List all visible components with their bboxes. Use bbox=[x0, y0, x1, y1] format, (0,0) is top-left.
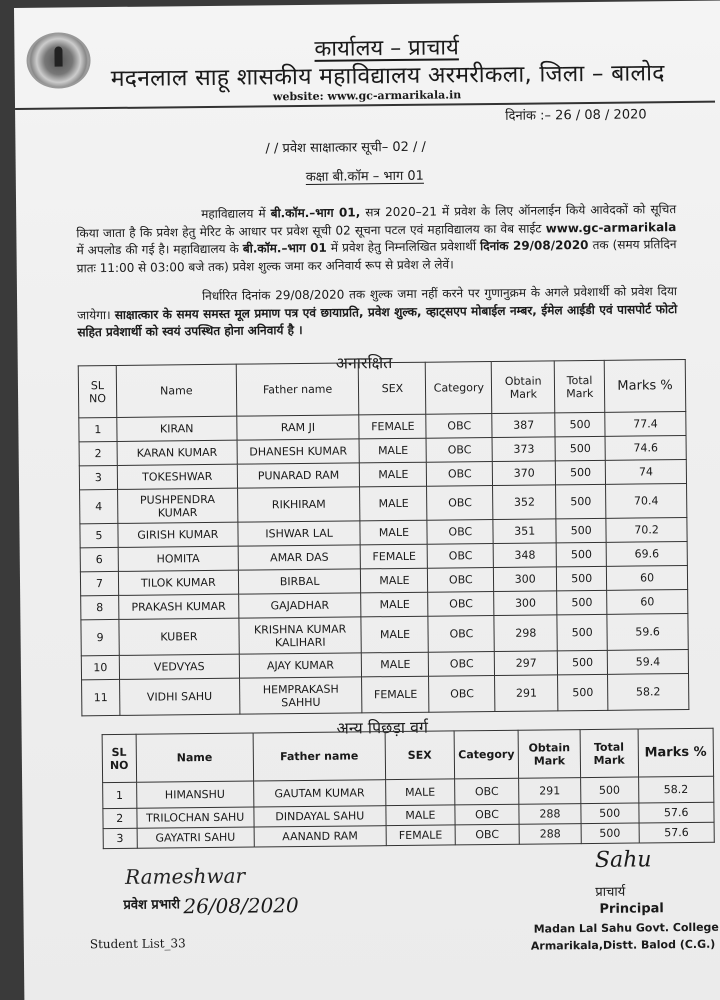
cell-obtain: 298 bbox=[494, 615, 557, 652]
class-title: कक्षा बी.कॉम – भाग 01 bbox=[305, 168, 424, 185]
cell-marks: 69.6 bbox=[606, 541, 687, 566]
cell-total: 500 bbox=[581, 803, 639, 824]
text: में प्रवेश हेतु निम्नलिखित प्रवेशार्थी bbox=[326, 239, 481, 255]
incharge-label: प्रवेश प्रभारी bbox=[123, 897, 181, 913]
cell-marks: 58.2 bbox=[608, 673, 689, 710]
cell-father: ISHWAR LAL bbox=[238, 521, 361, 546]
cell-obtain: 373 bbox=[492, 437, 555, 462]
document-date: दिनांक :– 26 / 08 / 2020 bbox=[505, 107, 647, 124]
cell-father: AMAR DAS bbox=[238, 545, 361, 570]
cell-obtain: 348 bbox=[493, 543, 556, 568]
cell-sex: MALE bbox=[360, 438, 427, 463]
col-father: Father name bbox=[236, 363, 359, 416]
cell-sl: 6 bbox=[80, 547, 118, 571]
cell-name: VEDVYAS bbox=[119, 654, 239, 679]
col-category: Category bbox=[454, 730, 519, 779]
seal-address: Armarikala,Distt. Balod (C.G.) bbox=[530, 937, 716, 953]
unreserved-table bbox=[78, 359, 690, 716]
cell-sl: 5 bbox=[80, 523, 118, 547]
cell-obtain: 352 bbox=[493, 485, 556, 520]
cell-sex: MALE bbox=[361, 568, 428, 593]
cell-category: OBC bbox=[426, 414, 492, 439]
cell-total: 500 bbox=[555, 436, 605, 461]
text: सत्र 2020–21 में प्रवेश के लिए ऑनलाईन किये आवेदकों को सूचित किया जाता है कि प्रवेश हेतु मेरिट के आधार पर प्रवेश सूची 02 सूचना पटल एवं महाविद्यालय का वेब साईट bbox=[76, 202, 677, 240]
cell-marks: 70.4 bbox=[606, 483, 687, 518]
document-page bbox=[14, 1, 720, 1000]
cell-name: KIRAN bbox=[117, 416, 237, 441]
table-row bbox=[82, 673, 689, 715]
cell-category: OBC bbox=[455, 824, 519, 845]
cell-father: AANAND RAM bbox=[254, 826, 386, 847]
cell-total: 500 bbox=[556, 484, 606, 519]
cell-marks: 74.6 bbox=[605, 435, 686, 460]
cell-name: HOMITA bbox=[118, 546, 238, 571]
text-bold: बी.कॉम.–भाग 01 bbox=[242, 240, 327, 256]
list-title: / / प्रवेश साक्षात्कार सूची– 02 / / bbox=[265, 139, 426, 157]
col-obtain: Obtain Mark bbox=[492, 361, 555, 414]
cell-father: DHANESH KUMAR bbox=[237, 439, 360, 464]
col-marks: Marks % bbox=[604, 359, 685, 412]
principal-label: Principal bbox=[599, 901, 664, 917]
signature-date: 26/08/2020 bbox=[183, 893, 299, 919]
cell-marks: 59.6 bbox=[607, 613, 688, 650]
col-total: Total Mark bbox=[580, 729, 638, 778]
cell-sl: 8 bbox=[81, 595, 119, 619]
cell-father: PUNARAD RAM bbox=[237, 463, 360, 488]
website-link: www.gc-armarikala bbox=[545, 219, 677, 235]
cell-obtain: 351 bbox=[493, 519, 556, 544]
table-header-row bbox=[78, 359, 686, 417]
cell-obtain: 291 bbox=[519, 778, 581, 805]
cell-sl: 10 bbox=[81, 655, 119, 679]
cell-sex: FEMALE bbox=[362, 676, 429, 713]
cell-sex: MALE bbox=[360, 520, 427, 545]
cell-category: OBC bbox=[427, 486, 493, 521]
cell-name: KUBER bbox=[119, 618, 239, 655]
text: में अपलोड की गई है। महाविद्यालय के bbox=[76, 241, 243, 258]
obc-section-title: अन्य पिछड़ा वर्ग bbox=[336, 717, 429, 738]
cell-name: PRAKASH KUMAR bbox=[119, 594, 239, 619]
cell-name: GIRISH KUMAR bbox=[118, 522, 238, 547]
text-bold: बी.कॉम.–भाग 01, bbox=[270, 205, 361, 221]
cell-marks: 77.4 bbox=[605, 411, 686, 436]
cell-sl: 2 bbox=[79, 441, 117, 465]
cell-category: OBC bbox=[427, 462, 493, 487]
cell-sex: FEMALE bbox=[386, 825, 455, 846]
col-sl: SL NO bbox=[78, 365, 116, 417]
cell-category: OBC bbox=[429, 652, 495, 677]
cell-name: VIDHI SAHU bbox=[119, 678, 239, 715]
cell-sex: MALE bbox=[361, 616, 428, 653]
cell-name: TOKESHWAR bbox=[117, 464, 237, 489]
col-total: Total Mark bbox=[554, 360, 604, 413]
cell-sl: 1 bbox=[103, 782, 137, 808]
unreserved-section-title: अनारक्षित bbox=[335, 353, 393, 373]
college-name: मदनलाल साहू शासकीय महाविद्यालय अरमरीकला, जिला – बालोद bbox=[110, 60, 665, 92]
incharge-signature: Rameshwar bbox=[124, 863, 246, 889]
cell-sex: FEMALE bbox=[361, 544, 428, 569]
cell-father: KRISHNA KUMAR KALIHARI bbox=[239, 617, 362, 654]
cell-sl: 11 bbox=[82, 679, 120, 715]
cell-total: 500 bbox=[581, 823, 639, 844]
cell-category: OBC bbox=[426, 438, 492, 463]
col-marks: Marks % bbox=[638, 728, 714, 777]
text: महाविद्यालय में bbox=[201, 206, 271, 222]
cell-marks: 59.4 bbox=[607, 649, 688, 674]
cell-marks: 57.6 bbox=[639, 822, 715, 843]
cell-father: RIKHIRAM bbox=[237, 487, 360, 522]
cell-father: RAM JI bbox=[236, 415, 359, 440]
cell-total: 500 bbox=[556, 518, 606, 543]
cell-total: 500 bbox=[557, 614, 607, 651]
cell-obtain: 387 bbox=[492, 413, 555, 438]
col-name: Name bbox=[116, 364, 236, 417]
college-logo-icon bbox=[26, 32, 91, 89]
cell-obtain: 370 bbox=[493, 461, 556, 486]
cell-sex: MALE bbox=[385, 779, 454, 806]
notice-paragraph-1 bbox=[76, 201, 677, 277]
cell-name: TILOK KUMAR bbox=[118, 570, 238, 595]
office-heading: कार्यालय – प्राचार्य bbox=[314, 35, 459, 62]
cell-marks: 57.6 bbox=[638, 802, 714, 823]
cell-category: OBC bbox=[428, 568, 494, 593]
col-sl: SL NO bbox=[102, 734, 136, 782]
cell-category: OBC bbox=[428, 544, 494, 569]
cell-total: 500 bbox=[555, 460, 605, 485]
cell-obtain: 288 bbox=[519, 824, 581, 845]
text: तक (समय प्रतिदिन प्रातः 11:00 से 03:00 बजे तक) प्रवेश शुल्क जमा कर अनिवार्य रूप से प्रवेश ले लेवें। bbox=[76, 237, 677, 275]
obc-table bbox=[102, 728, 715, 849]
cell-father: HEMPRAKASH SAHHU bbox=[239, 677, 362, 714]
cell-sl: 9 bbox=[81, 619, 119, 655]
cell-sl: 2 bbox=[103, 808, 137, 828]
principal-signature: Sahu bbox=[594, 847, 652, 873]
cell-marks: 60 bbox=[607, 589, 688, 614]
cell-name: PUSHPENDRA KUMAR bbox=[117, 488, 237, 523]
cell-sl: 4 bbox=[80, 489, 118, 523]
cell-sl: 3 bbox=[79, 465, 117, 489]
cell-category: OBC bbox=[428, 592, 494, 617]
cell-father: GAUTAM KUMAR bbox=[253, 780, 385, 807]
cell-sex: MALE bbox=[360, 462, 427, 487]
col-obtain: Obtain Mark bbox=[518, 730, 580, 779]
col-sex: SEX bbox=[359, 362, 426, 415]
cell-marks: 70.2 bbox=[606, 517, 687, 542]
col-sex: SEX bbox=[385, 731, 455, 780]
cell-total: 500 bbox=[557, 650, 607, 675]
principal-label-hindi: प्राचार्य bbox=[595, 884, 626, 900]
deadline-date: दिनांक 29/08/2020 bbox=[480, 237, 589, 254]
cell-marks: 74 bbox=[605, 459, 686, 484]
cell-father: BIRBAL bbox=[238, 569, 361, 594]
text: निर्धारित दिनांक 29/08/2020 तक शुल्क जमा नहीं करने पर गुणानुक्रम के अगले प्रवेशार्थी को प्रवेश दिया जायेगा। bbox=[77, 284, 678, 322]
cell-father: DINDAYAL SAHU bbox=[254, 806, 386, 827]
notice-paragraph-2 bbox=[77, 283, 678, 342]
cell-total: 500 bbox=[558, 674, 608, 711]
cell-obtain: 288 bbox=[519, 804, 581, 825]
cell-father: AJAY KUMAR bbox=[239, 653, 362, 678]
cell-name: GAYATRI SAHU bbox=[137, 827, 255, 848]
cell-obtain: 300 bbox=[494, 567, 557, 592]
cell-sl: 1 bbox=[79, 417, 117, 441]
cell-category: OBC bbox=[429, 676, 495, 713]
cell-sex: MALE bbox=[362, 652, 429, 677]
cell-marks: 60 bbox=[607, 565, 688, 590]
cell-name: TRILOCHAN SAHU bbox=[136, 807, 254, 828]
cell-category: OBC bbox=[455, 778, 519, 805]
student-list-label: Student List_33 bbox=[89, 936, 186, 952]
cell-name: KARAN KUMAR bbox=[117, 440, 237, 465]
cell-sl: 7 bbox=[80, 571, 118, 595]
cell-sl: 3 bbox=[103, 828, 137, 848]
text-bold: साक्षात्कार के समय समस्त मूल प्रमाण पत्र एवं छायाप्रति, प्रवेश शुल्क, व्हाट्सएप मोबाईल नम्बर, ईमेल आईडी एवं पासपोर्ट फोटो सहित प्रवेशार्थी को स्वयं उपस्थित होना अनिवार्य है । bbox=[77, 301, 678, 340]
cell-sex: FEMALE bbox=[359, 414, 426, 439]
cell-category: OBC bbox=[428, 616, 494, 653]
seal-college-name: Madan Lal Sahu Govt. College bbox=[533, 920, 719, 936]
cell-obtain: 291 bbox=[495, 675, 558, 712]
cell-category: OBC bbox=[427, 520, 493, 545]
cell-category: OBC bbox=[455, 804, 519, 825]
cell-father: GAJADHAR bbox=[238, 593, 361, 618]
cell-total: 500 bbox=[556, 542, 606, 567]
cell-obtain: 300 bbox=[494, 591, 557, 616]
cell-sex: MALE bbox=[386, 805, 455, 826]
cell-total: 500 bbox=[555, 412, 605, 437]
cell-sex: MALE bbox=[361, 592, 428, 617]
table-header-row bbox=[102, 728, 713, 782]
col-category: Category bbox=[426, 362, 492, 415]
cell-total: 500 bbox=[580, 777, 638, 804]
col-name: Name bbox=[136, 733, 254, 782]
website-text: website: www.gc-armarikala.in bbox=[272, 88, 462, 104]
cell-sex: MALE bbox=[360, 486, 427, 521]
cell-name: HIMANSHU bbox=[136, 781, 254, 808]
cell-obtain: 297 bbox=[495, 651, 558, 676]
cell-total: 500 bbox=[557, 590, 607, 615]
cell-marks: 58.2 bbox=[638, 776, 714, 803]
col-father: Father name bbox=[253, 732, 385, 781]
cell-total: 500 bbox=[557, 566, 607, 591]
